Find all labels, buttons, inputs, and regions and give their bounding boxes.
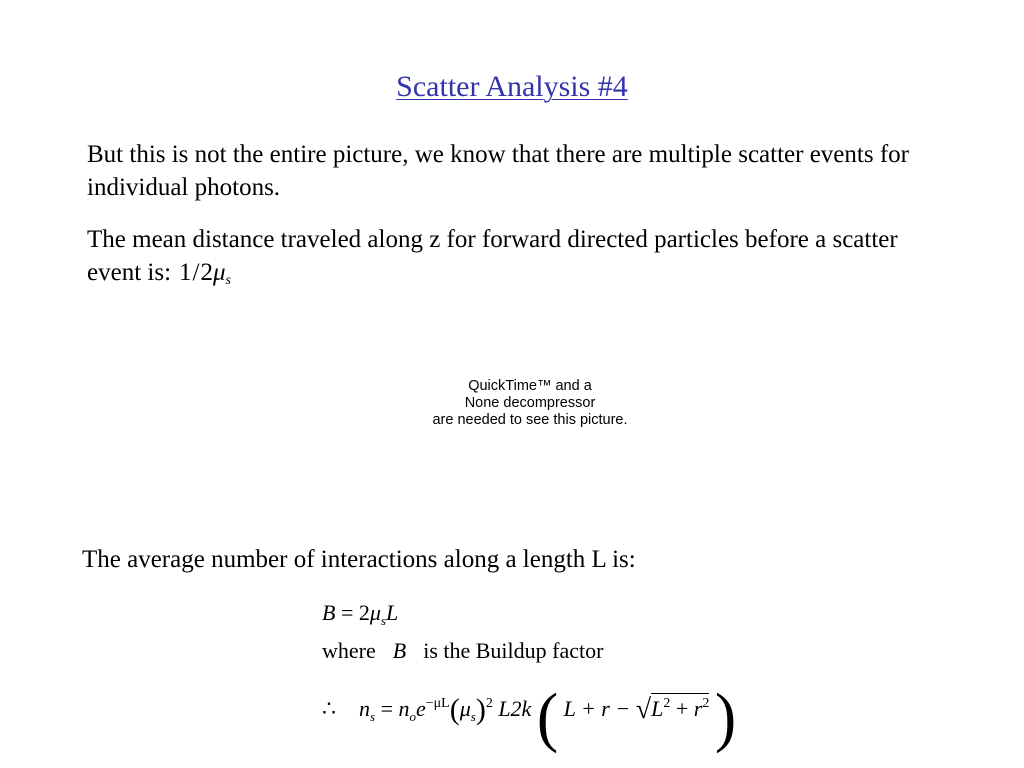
- eq3-mu-sub: s: [470, 709, 476, 724]
- eq3-n0: n: [398, 696, 410, 721]
- paragraph-average-interactions: The average number of interactions along a length L is:: [82, 546, 636, 573]
- quicktime-placeholder: [400, 378, 660, 429]
- eq2-desc: is the Buildup factor: [423, 638, 604, 663]
- math-denominator: 2: [200, 259, 213, 286]
- eq2-symbol: B: [392, 638, 407, 663]
- eq1-mu-sub: s: [380, 613, 386, 628]
- eq3-big-paren-open: (: [536, 679, 559, 754]
- inline-math-mean-free-path: [179, 259, 231, 286]
- eq3-sqrt-L: L: [651, 696, 664, 721]
- eq3-paren-close: ): [475, 693, 486, 726]
- placeholder-line-3: are needed to see this picture.: [432, 412, 628, 428]
- math-mu: μ: [212, 259, 226, 286]
- math-numerator: 1: [179, 259, 192, 286]
- math-slash: /: [192, 259, 200, 286]
- eq3-sqrt-content: [651, 693, 709, 721]
- eq3-n0-sub: o: [409, 709, 416, 724]
- eq3-sqrt-r: r: [693, 696, 703, 721]
- equation-where: [322, 638, 603, 664]
- eq3-power: 2: [485, 696, 493, 711]
- eq3-n: n: [359, 696, 370, 721]
- paragraph-mean-distance: [87, 223, 947, 297]
- eq1-mu: μ: [369, 600, 381, 625]
- eq1-var: L: [385, 600, 399, 625]
- eq3-e: e: [415, 696, 426, 721]
- equation-scatter-count: [322, 680, 736, 754]
- math-mu-sub: s: [225, 273, 231, 288]
- eq3-sqrt-r-pow: 2: [702, 696, 710, 711]
- paragraph-multiple-scatter: But this is not the entire picture, we know that there are multiple scatter events for individual photons.: [87, 141, 909, 201]
- equation-buildup: [322, 600, 398, 629]
- eq3-therefore: ∴: [322, 696, 336, 721]
- eq3-n-sub: s: [370, 709, 376, 724]
- eq2-where: where: [322, 638, 376, 663]
- eq3-inner-left: L + r −: [563, 696, 631, 721]
- eq3-sqrt-sign: √: [635, 694, 652, 725]
- placeholder-line-1: QuickTime™ and a: [468, 378, 592, 394]
- eq3-mu: μ: [459, 696, 471, 721]
- eq1-equals: =: [340, 600, 354, 625]
- eq3-big-paren-close: ): [714, 679, 737, 754]
- eq3-sqrt-L-pow: 2: [663, 696, 671, 711]
- eq3-exponent: −μL: [425, 696, 450, 711]
- slide-title: Scatter Analysis #4: [396, 70, 628, 103]
- eq3-paren-open: (: [449, 693, 460, 726]
- eq3-equals: =: [380, 696, 393, 721]
- eq1-lhs: B: [322, 600, 336, 625]
- eq3-factor: L2k: [498, 696, 532, 721]
- placeholder-line-2: None decompressor: [464, 395, 596, 411]
- paragraph-mean-distance-text: The mean distance traveled along z for forward directed particles before a scatter event is:: [87, 226, 898, 286]
- eq1-coef: 2: [358, 600, 370, 625]
- eq3-sqrt-plus: +: [675, 696, 689, 721]
